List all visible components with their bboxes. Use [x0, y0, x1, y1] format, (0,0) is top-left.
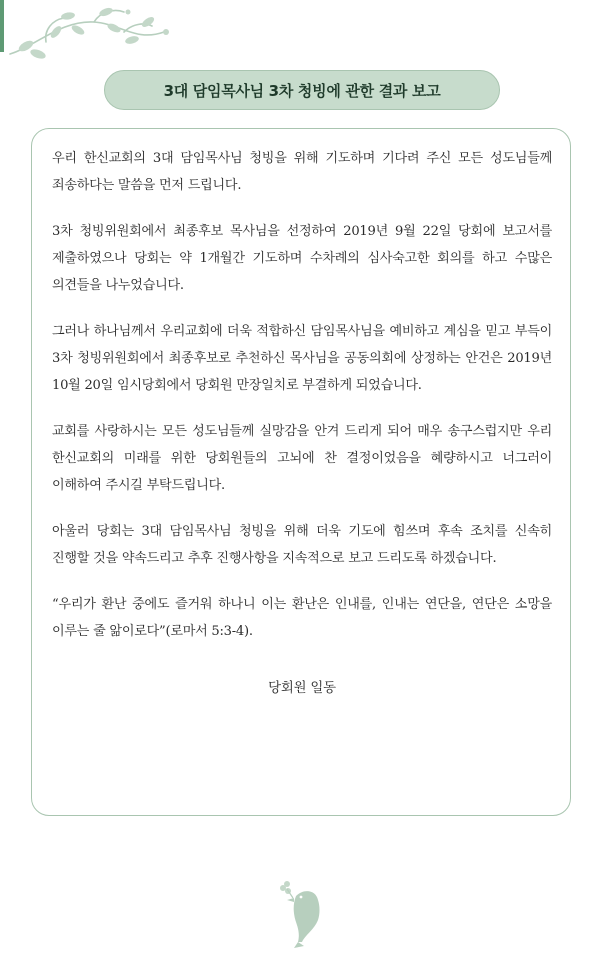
- bird-icon: [274, 876, 336, 948]
- page-edge-bar: [0, 0, 4, 52]
- paragraph-promise: 아울러 당회는 3대 담임목사님 청빙을 위해 더욱 기도에 힘쓰며 후속 조치를 신속히 진행할 것을 약속드리고 추후 진행사항을 지속적으로 보고 드리도록 하겠습니다.: [52, 524, 552, 566]
- announcement-card: [31, 128, 571, 816]
- title-banner: [104, 70, 500, 110]
- paragraph-decision: 그러나 하나님께서 우리교회에 더욱 적합하신 담임목사님을 예비하고 계심을 믿고 부득이 3차 청빙위원회에서 최종후보로 추천하신 목사님을 공동의회에 상정하는 안건은 2019년 10월 20일 임시당회에서 당회원 만장일치로 부결하게 되었습니다.: [52, 324, 552, 393]
- vine-ornament-icon: [6, 2, 176, 64]
- signature: 당회원 일동: [268, 681, 336, 696]
- page-title: 3대 담임목사님 3차 청빙에 관한 결과 보고: [163, 81, 441, 100]
- paragraph-scripture: “우리가 환난 중에도 즐거워 하나니 이는 환난은 인내를, 인내는 연단을, 연단은 소망을 이루는 줄 앎이로다”(로마서 5:3-4).: [52, 597, 552, 639]
- paragraph-apology: 우리 한신교회의 3대 담임목사님 청빙을 위해 기도하며 기다려 주신 모든 성도님들께 죄송하다는 말씀을 먼저 드립니다.: [52, 151, 552, 193]
- paragraph-report: 3차 청빙위원회에서 최종후보 목사님을 선정하여 2019년 9월 22일 당회에 보고서를 제출하였으나 당회는 약 1개월간 기도하며 수차례의 심사숙고한 회의를 하고 수많은 의견들을 나누었습니다.: [52, 224, 552, 293]
- paragraph-request: 교회를 사랑하시는 모든 성도님들께 실망감을 안겨 드리게 되어 매우 송구스럽지만 우리 한신교회의 미래를 위한 당회원들의 고뇌에 찬 결정이었음을 혜량하시고 너그러이 이해하여 주시길 부탁드립니다.: [52, 424, 552, 493]
